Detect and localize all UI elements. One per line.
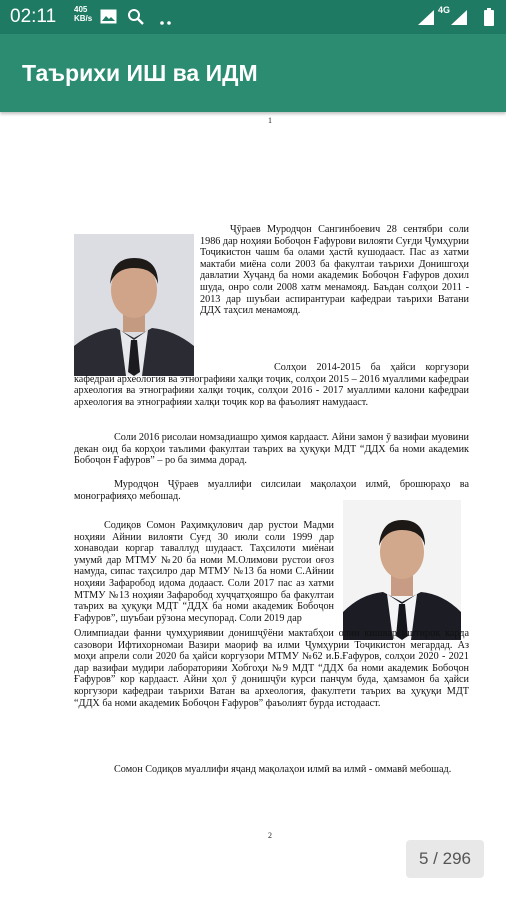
page-number-top: 1 [268, 116, 272, 125]
signal-icon [418, 10, 434, 30]
bio1-paragraph-3: Соли 2016 рисолаи номзадиашро ҳимоя кардааст. Айни замон ӯ вазифаи муовини декан оид ба корҳои таълими факултаи таърих ва ҳуқуқи МДТ “ДДХ ба номи академик Бобоҷон Ғафуров” – ро ба зимма дорад. [74, 432, 469, 467]
network-speed-value: 405 [74, 5, 88, 14]
status-bar [0, 0, 506, 34]
search-icon [127, 8, 145, 31]
bio2-paragraph-1-continued: Олимпиадаи фанни ҷумҳуриявии донишҷӯёни мактабҳои олии кишвар иштирок карда сазовори Ифтихорномаи Вазири маориф ва илми Ҷумҳурии Тоҷикистон мегардад. Аз моҳи апрели соли 2020 ба ҳайси коргузори МТМУ №62 и.Б.Ғафуров, солҳои 2020 - 2021 дар вазифаи мудири лабораторияи Хобгоҳи №9 МДТ “ДДХ ба номи академик Бобоҷон Ғафуров” кор кардааст. Айни ҳол ӯ донишҷӯи курси панҷум буда, ҳамзамон ба ҳайси коргузори кафедраи таърихи Ватан ва археология, факултети таърих ва ҳуқуқи МДТ “ДДХ ба номи академик Бобоҷон Ғафуров” фаъолият бурда истодааст. [74, 628, 469, 709]
bio2-paragraph-1: Содиқов Сомон Раҳимқулович дар рустои Мадми ноҳияи Айнии вилояти Суғд 30 июли соли 1999 дар хонаводаи коргар таваллуд шудааст. Таҳсилоти миёнаи умумӣ дар МТМУ №20 ба номи М.Олимови рустои оғоз намуда, сипас таҳсилро дар МТМУ №13 ба номи С.Айнии ноҳияи Зафаробод идома додааст. Соли 2017 пас аз хатми МТМУ №13 ноҳияи Зафаробод хуҷҷатҳояшро ба факултаи таърих ва ҳуқуқи МДТ “ДДХ ба номи академик Бобоҷон Ғафуров”, шуъбаи рӯзона месупорад. Соли 2019 дар [74, 520, 334, 624]
network-type: 4G [438, 5, 451, 15]
page-counter[interactable]: 5 / 296 [406, 840, 484, 878]
app-bar [0, 34, 506, 112]
page-number-bottom: 2 [268, 831, 272, 840]
bio1-paragraph-2: Солҳои 2014-2015 ба ҳайси коргузори кафедраи археология ва этнографияи халқи тоҷик, солҳои 2015 – 2016 муаллими кафедраи археология ва этнографияи халқи тоҷик, солҳои 2016 - 2017 муаллими калони кафедраи археология ва этнографияи халқи тоҷик кор ва фаъолият намудааст. [74, 362, 469, 408]
author-photo-2 [343, 500, 461, 640]
network-speed-unit: KB/s [74, 14, 93, 23]
status-time: 02:11 [10, 6, 57, 27]
more-notifications-icon [160, 13, 172, 31]
bio1-paragraph-4: Муродҷон Ҷӯраев муаллифи силсилаи мақолаҳои илмӣ, брошюраҳо ва монографияҳо мебошад. [74, 479, 469, 502]
image-icon [100, 9, 117, 29]
bio2-paragraph-2: Сомон Содиқов муаллифи яҷанд мақолаҳои илмӣ ва илмӣ - оммавӣ мебошад. [114, 764, 452, 775]
bio1-paragraph-1: Ҷӯраев Муродҷон Сангинбоевич 28 сентябри соли 1986 дар ноҳияи Бобоҷон Ғафурови вилояти Суғди Ҷумҳурии Тоҷикистон чашм ба олами ҳастӣ кушодааст. Пас аз хатми мактаби миёна соли 2003 ба факултаи таърихи Донишгоҳи давлатии Хуҷанд ба номи академик Бобоҷон Ғафуров дохил шуда, онро соли 2008 хатм менамояд. Баъдан солҳои 2011 - 2013 дар шуъбаи аспирантураи кафедраи таърихи Ватани ДДХ таҳсил менамояд. [200, 224, 469, 317]
signal-icon-2 [451, 10, 467, 30]
author-photo-1 [74, 234, 194, 376]
network-speed [74, 5, 92, 23]
app-title: Таърихи ИШ ва ИДМ [22, 60, 258, 86]
battery-icon [484, 8, 494, 31]
